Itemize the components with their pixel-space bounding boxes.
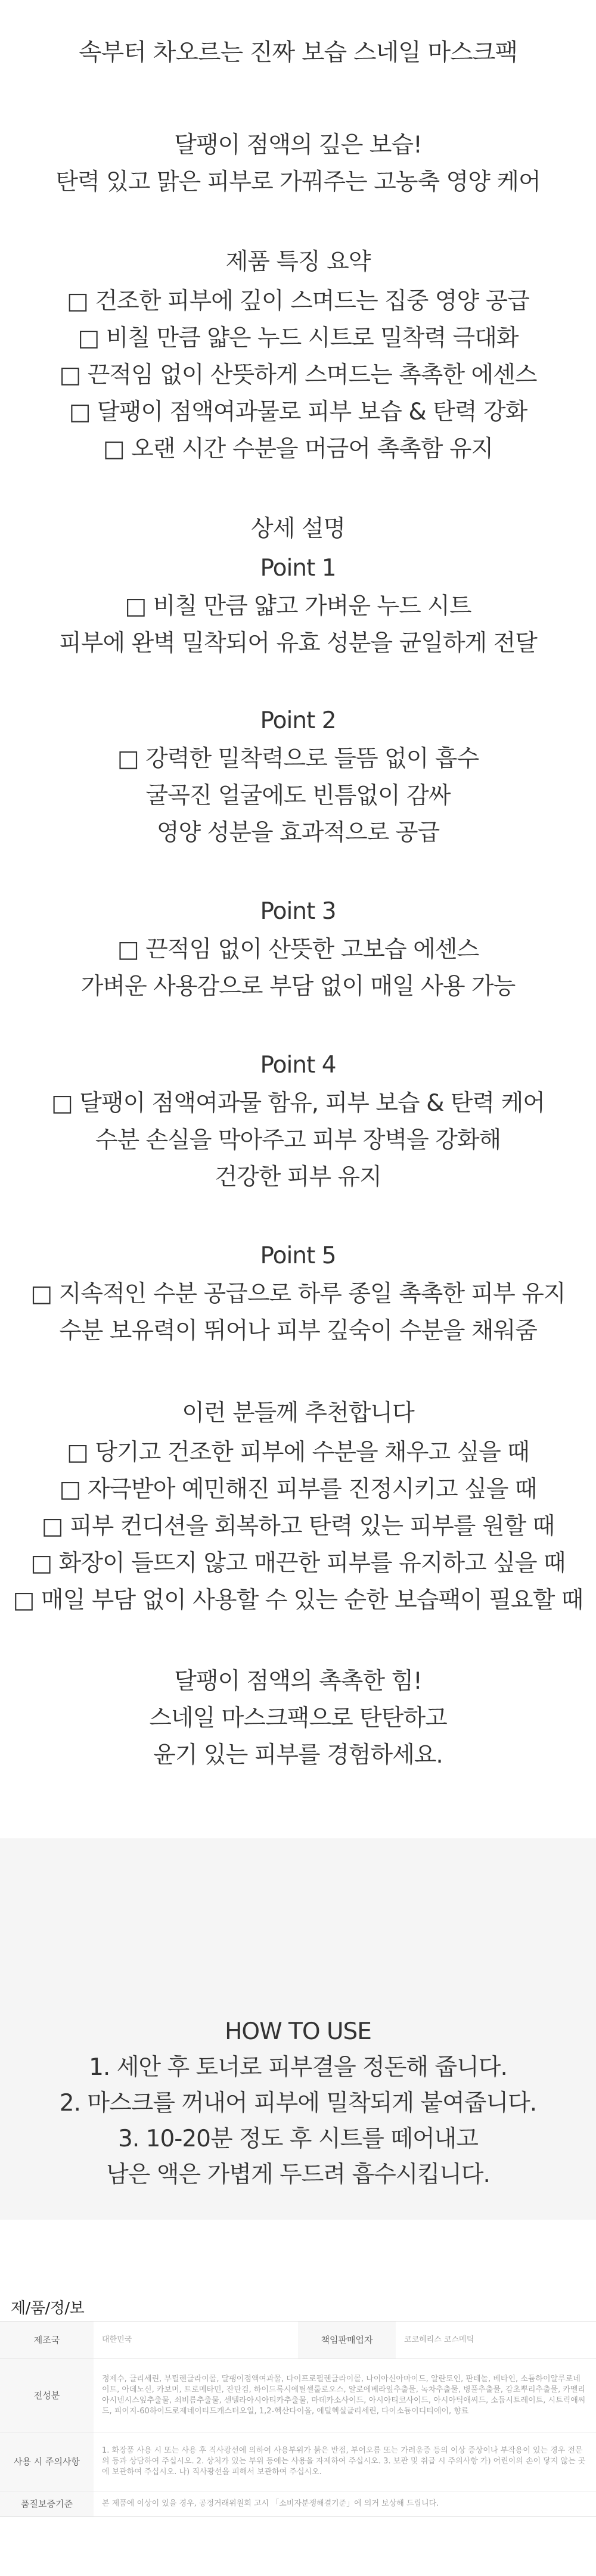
- feature-item: □ 끈적임 없이 산뜻하게 스며드는 촉촉한 에센스: [59, 362, 537, 389]
- warranty-value: 본 제품에 이상이 있을 경우, 공정거래위원회 고시 「소비자분쟁해결기준」에 의거 보상해 드립니다.: [94, 2491, 596, 2517]
- point-line: 수분 보유력이 뛰어나 피부 깊숙이 수분을 채워줌: [59, 1317, 537, 1344]
- recommend-item: □ 자극받아 예민해진 피부를 진정시키고 싶을 때: [59, 1476, 537, 1503]
- product-info-title: 제/품/정/보: [11, 2300, 85, 2317]
- how-to-use-step: 3. 10-20분 정도 후 시트를 떼어내고: [118, 2126, 478, 2152]
- closing-line: 윤기 있는 피부를 경험하세요.: [153, 1742, 443, 1769]
- table-row: [0, 2322, 596, 2359]
- feature-item: □ 오랜 시간 수분을 머금어 촉촉함 유지: [103, 436, 493, 462]
- recommend-item: □ 피부 컨디션을 회복하고 탄력 있는 피부를 원할 때: [41, 1513, 555, 1540]
- origin-label: 제조국: [0, 2322, 94, 2359]
- closing-line: 달팽이 점액의 촉촉한 힘!: [174, 1668, 422, 1695]
- recommend-item: □ 당기고 건조한 피부에 수분을 채우고 싶을 때: [67, 1439, 529, 1466]
- details-title: 상세 설명: [250, 515, 346, 542]
- recommend-item: □ 화장이 들뜨지 않고 매끈한 피부를 유지하고 싶을 때: [30, 1550, 566, 1577]
- point-line: □ 달팽이 점액여과물 함유, 피부 보습 & 탄력 케어: [51, 1090, 545, 1117]
- ingredients-label: 전성분: [0, 2359, 94, 2432]
- headline: 속부터 차오르는 진짜 보습 스네일 마스크팩: [78, 39, 518, 66]
- ingredients-value: 정제수, 글리세린, 부틸렌글라이콜, 달팽이점액여과물, 다이프로필렌글라이콜, 나이아신아마이드, 알란토인, 판테놀, 베타인, 소듐하이알루로네이트, 아데노신, 카보머, 트로메타민, 잔탄검, 하이드록시에틸셀룰로오스, 알로에베라잎추출물, 녹차추출물, 병풀추출물, 감초뿌리추출물, 카멜리아시넨시스잎추출물, 쇠비름추출물, 센텔라아시아티카추출물, 마데카소사이드, 아시아티코사이드, 아시아틱애씨드, 소듐시트레이트, 시트릭애씨드, 피이지-60하이드로제네이티드캐스터오일, 1,2-헥산다이올, 에틸헥실글리세린, 다이소듐이디티에이, 향료: [94, 2359, 596, 2432]
- how-to-use-step: 1. 세안 후 토너로 피부결을 정돈해 줍니다.: [89, 2054, 507, 2081]
- point-line: □ 강력한 밀착력으로 들뜸 없이 흡수: [117, 745, 479, 772]
- feature-item: □ 건조한 피부에 깊이 스며드는 집중 영양 공급: [67, 288, 529, 315]
- caution-label: 사용 시 주의사항: [0, 2432, 94, 2491]
- point-line: □ 지속적인 수분 공급으로 하루 종일 촉촉한 피부 유지: [30, 1281, 566, 1307]
- tagline-1: 달팽이 점액의 깊은 보습!: [174, 132, 422, 159]
- product-info-table: [0, 2321, 596, 2517]
- point-line: 굴곡진 얼굴에도 빈틈없이 감싸: [145, 782, 451, 809]
- caution-value: 1. 화장품 사용 시 또는 사용 후 직사광선에 의하여 사용부위가 붉은 반점, 부어오름 또는 가려움증 등의 이상 증상이나 부작용이 있는 경우 전문의 등과 상담하여 주십시오. 2. 상처가 있는 부위 등에는 사용을 자제하여 주십시오. 3. 보관 및 취급 시 주의사항 가) 어린이의 손이 닿지 않는 곳에 보관하여 주십시오. 나) 직사광선을 피해서 보관하여 주십시오.: [94, 2432, 596, 2491]
- closing-line: 스네일 마스크팩으로 탄탄하고: [149, 1705, 447, 1732]
- feature-item: □ 달팽이 점액여과물로 피부 보습 & 탄력 강화: [69, 399, 527, 425]
- point-line: □ 끈적임 없이 산뜻한 고보습 에센스: [117, 936, 479, 963]
- recommend-title: 이런 분들께 추천합니다: [182, 1400, 414, 1427]
- features-title: 제품 특징 요약: [225, 248, 371, 275]
- how-to-use-step: 2. 마스크를 꺼내어 피부에 밀착되게 붙여줍니다.: [59, 2090, 537, 2117]
- seller-label: 책임판매업자: [298, 2322, 396, 2359]
- origin-value: 대한민국: [94, 2322, 298, 2359]
- point-line: 가벼운 사용감으로 부담 없이 매일 사용 가능: [80, 973, 516, 1000]
- table-row: [0, 2359, 596, 2432]
- point-label: Point 5: [260, 1242, 336, 1269]
- point-line: 피부에 완벽 밀착되어 유효 성분을 균일하게 전달: [59, 630, 537, 657]
- seller-value: 코코헤리스 코스메틱: [396, 2322, 596, 2359]
- point-line: 건강한 피부 유지: [215, 1164, 381, 1191]
- how-to-use-title: HOW TO USE: [225, 2018, 371, 2045]
- point-label: Point 4: [260, 1052, 336, 1079]
- feature-item: □ 비칠 만큼 얇은 누드 시트로 밀착력 극대화: [77, 325, 519, 352]
- warranty-label: 품질보증기준: [0, 2491, 94, 2517]
- table-row: [0, 2491, 596, 2517]
- product-info-section: [0, 2220, 596, 2576]
- point-label: Point 3: [260, 898, 336, 925]
- point-line: 수분 손실을 막아주고 피부 장벽을 강화해: [95, 1127, 501, 1154]
- table-row: [0, 2432, 596, 2491]
- tagline-2: 탄력 있고 맑은 피부로 가꿔주는 고농축 영양 케어: [55, 169, 541, 195]
- point-label: Point 1: [260, 555, 336, 582]
- point-line: □ 비칠 만큼 얇고 가벼운 누드 시트: [125, 593, 471, 620]
- point-line: 영양 성분을 효과적으로 공급: [156, 819, 440, 846]
- recommend-item: □ 매일 부담 없이 사용할 수 있는 순한 보습팩이 필요할 때: [13, 1587, 583, 1614]
- point-label: Point 2: [260, 707, 336, 734]
- how-to-use-step: 남은 액은 가볍게 두드려 흡수시킵니다.: [106, 2161, 490, 2188]
